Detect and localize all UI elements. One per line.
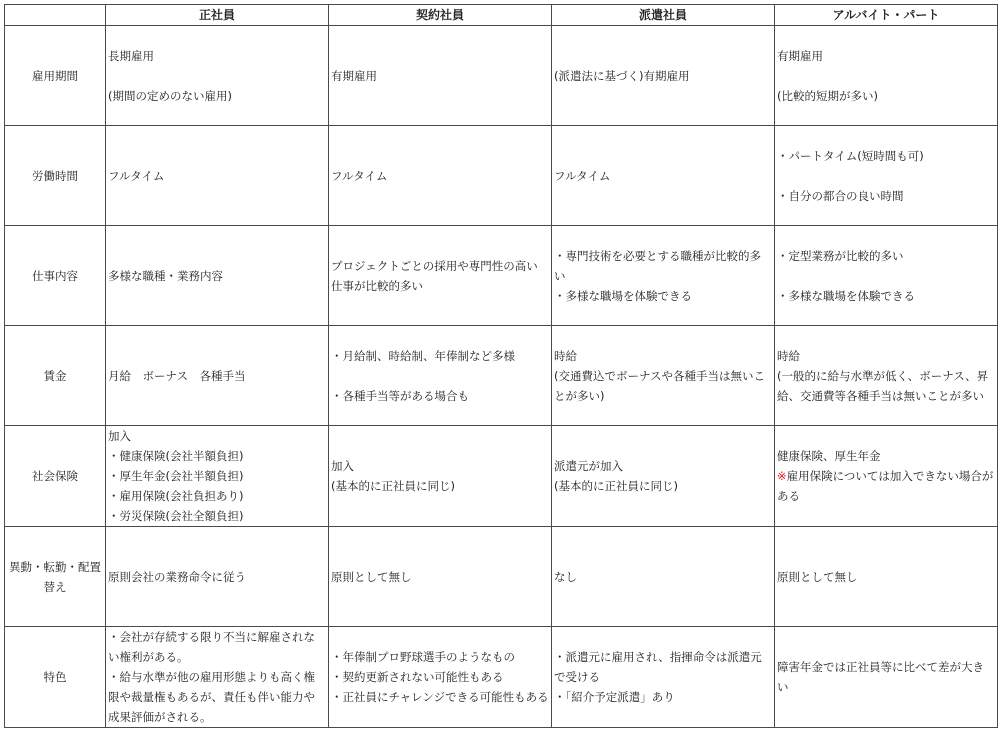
cell-line: (派遣法に基づく)有期雇用: [554, 68, 690, 83]
cell-line: ・各種手当等がある場合も: [331, 388, 469, 403]
cell-line: ・多様な職場を体験できる: [554, 288, 692, 303]
header-arubaito: アルバイト・パート: [775, 5, 998, 26]
table-cell: [106, 426, 329, 527]
row-label: 労働時間: [5, 126, 106, 226]
cell-line: 原則会社の業務命令に従う: [108, 569, 246, 584]
cell-line: ・パートタイム(短時間も可): [777, 148, 924, 163]
cell-line: ・自分の都合の良い時間: [777, 188, 904, 203]
row-label: 異動・転勤・配置替え: [5, 527, 106, 627]
header-row: [5, 5, 998, 26]
cell-line: ・多様な職場を体験できる: [777, 288, 915, 303]
cell-line: [777, 166, 995, 186]
table-cell: [552, 26, 775, 126]
cell-line: ・健康保険(会社半額負担): [108, 449, 244, 463]
cell-line: [331, 366, 549, 386]
cell-line: フルタイム: [554, 168, 611, 183]
table-cell: [106, 627, 329, 728]
cell-line: フルタイム: [108, 168, 165, 183]
cell-line: ・雇用保険(会社負担あり): [108, 489, 244, 503]
cell-line: 加入: [331, 459, 354, 473]
cell-line: ・給与水準が他の雇用形態よりも高く権限や裁量権もあるが、責任も伴い能力や成果評価がされる。: [108, 670, 315, 724]
cell-line: 原則として無し: [777, 569, 858, 584]
table-cell: [106, 126, 329, 226]
cell-line: ・労災保険(会社全額負担): [108, 509, 244, 523]
table-row: [5, 26, 998, 126]
cell-line: ・契約更新されない可能性もある: [331, 670, 504, 684]
cell-line: 健康保険、厚生年金: [777, 449, 881, 463]
table-cell: [329, 126, 552, 226]
cell-line: [108, 66, 326, 86]
table-cell: [329, 26, 552, 126]
table-row: [5, 126, 998, 226]
table-cell: [106, 26, 329, 126]
cell-line: (基本的に正社員に同じ): [331, 479, 455, 493]
cell-line: ・正社員にチャレンジできる可能性もある: [331, 690, 549, 704]
table-cell: [775, 126, 998, 226]
table-cell: [775, 426, 998, 527]
cell-line: ・厚生年金(会社半額負担): [108, 469, 244, 483]
cell-line: 原則として無し: [331, 569, 412, 584]
employment-comparison-table: [4, 4, 998, 728]
table-cell: [329, 527, 552, 627]
cell-line: 加入: [108, 429, 131, 443]
cell-line: 有期雇用: [331, 68, 377, 83]
table-cell: [552, 326, 775, 426]
table-cell: [552, 426, 775, 527]
cell-line: ・派遣元に雇用され、指揮命令は派遣元で受ける: [554, 650, 762, 684]
cell-line: 雇用保険については加入できない場合がある: [777, 469, 994, 503]
table-cell: [329, 426, 552, 527]
table-cell: [106, 226, 329, 326]
row-label: 社会保険: [5, 426, 106, 527]
table-cell: [775, 627, 998, 728]
cell-line: 有期雇用: [777, 48, 823, 63]
cell-line: (交通費込でボーナスや各種手当は無いことが多い): [554, 368, 766, 403]
cell-line: (比較的短期が多い): [777, 88, 878, 103]
table-row: [5, 226, 998, 326]
cell-line: 時給: [554, 348, 577, 363]
note-mark: ※: [777, 469, 787, 483]
table-cell: [552, 126, 775, 226]
cell-line: フルタイム: [331, 168, 388, 183]
table-cell: [329, 627, 552, 728]
row-label: 賃金: [5, 326, 106, 426]
table-cell: [775, 326, 998, 426]
cell-line: 月給 ボーナス 各種手当: [108, 368, 246, 383]
cell-line: [777, 66, 995, 86]
table-row: [5, 627, 998, 728]
table-cell: [552, 226, 775, 326]
header-seishain: 正社員: [106, 5, 329, 26]
table-cell: [552, 627, 775, 728]
table-row: [5, 527, 998, 627]
cell-line: 時給: [777, 348, 800, 363]
cell-line: ・「紹介予定派遣」あり: [554, 690, 675, 704]
cell-line: 長期雇用: [108, 48, 154, 63]
table-cell: [329, 326, 552, 426]
cell-line: ・専門技術を必要とする職種が比較的多い: [554, 248, 761, 283]
header-corner: [5, 5, 106, 26]
cell-line: (一般的に給与水準が低く、ボーナス、昇給、交通費等各種手当は無いことが多い: [777, 368, 989, 403]
cell-line: プロジェクトごとの採用や専門性の高い仕事が比較的多い: [331, 258, 538, 293]
table-cell: [329, 226, 552, 326]
cell-line: (基本的に正社員に同じ): [554, 479, 678, 493]
table-cell: [106, 326, 329, 426]
cell-line: ・定型業務が比較的多い: [777, 248, 904, 263]
cell-line: なし: [554, 569, 577, 584]
table-cell: [106, 527, 329, 627]
row-label: 特色: [5, 627, 106, 728]
cell-line: ・月給制、時給制、年俸制など多様: [331, 348, 515, 363]
table-cell: [775, 26, 998, 126]
row-label: 雇用期間: [5, 26, 106, 126]
cell-line: 派遣元が加入: [554, 459, 623, 473]
table-row: [5, 426, 998, 527]
cell-line: (期間の定めのない雇用): [108, 88, 232, 103]
table-cell: [775, 527, 998, 627]
cell-line: 障害年金では正社員等に比べて差が大きい: [777, 660, 984, 694]
header-haken: 派遣社員: [552, 5, 775, 26]
row-label: 仕事内容: [5, 226, 106, 326]
table-cell: [552, 527, 775, 627]
cell-line: [777, 266, 995, 286]
table-cell: [775, 226, 998, 326]
cell-line: ・会社が存続する限り不当に解雇されない権利がある。: [108, 630, 315, 664]
header-keiyaku: 契約社員: [329, 5, 552, 26]
table-row: [5, 326, 998, 426]
cell-line: 多様な職種・業務内容: [108, 268, 223, 283]
cell-line: ・年俸制プロ野球選手のようなもの: [331, 650, 515, 664]
